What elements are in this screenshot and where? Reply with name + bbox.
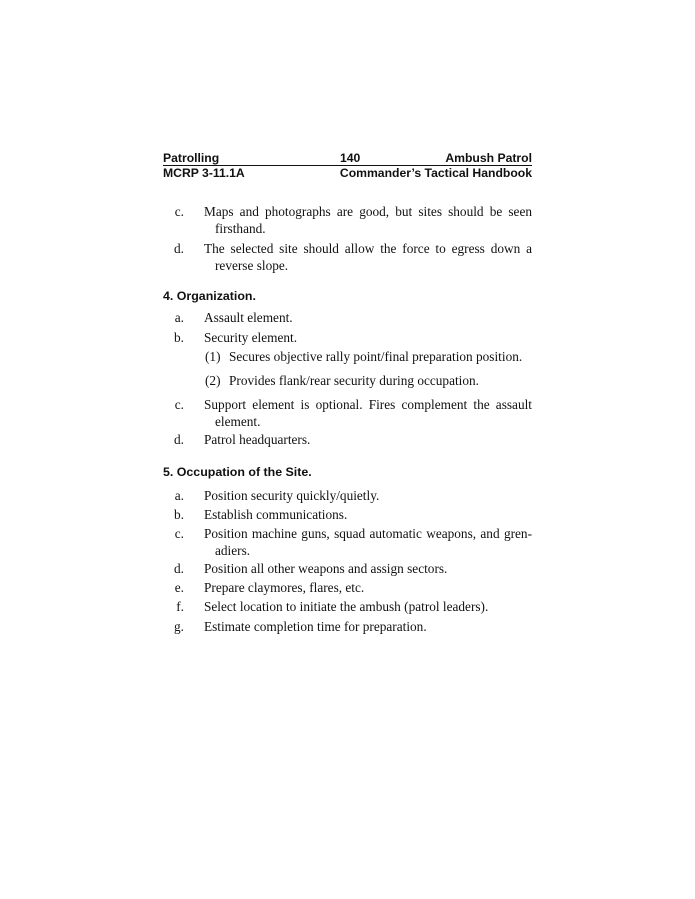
list-item <box>163 203 532 237</box>
list-item <box>163 525 532 559</box>
list-item <box>163 579 532 596</box>
list-item <box>163 240 532 274</box>
sub-list-text: Secures objective rally point/final preparation position. <box>229 349 523 364</box>
sub-list-marker: (2) <box>205 373 221 388</box>
list-marker: g. <box>174 619 184 634</box>
running-header-bottom <box>163 167 532 180</box>
sub-list-item <box>205 348 532 365</box>
sub-list-marker: (1) <box>205 349 221 364</box>
list-item <box>163 487 532 504</box>
list-text: Position security quickly/quietly. <box>204 488 380 503</box>
list-marker: c. <box>174 204 184 219</box>
list-text: Maps and photographs are good, but sites should be seen firsthand. <box>204 204 532 236</box>
list-marker: d. <box>174 561 184 576</box>
list-text: Prepare claymores, flares, etc. <box>204 580 365 595</box>
list-text: Position all other weapons and assign sectors. <box>204 561 448 576</box>
section-heading: 5. Occupation of the Site. <box>163 465 312 479</box>
running-header-top <box>163 152 532 166</box>
list-marker: b. <box>174 330 184 345</box>
list-marker: a. <box>174 488 184 503</box>
list-text: Estimate completion time for preparation. <box>204 619 427 634</box>
list-marker: e. <box>174 580 184 595</box>
header-publication: MCRP 3-11.1A <box>163 166 245 180</box>
header-page-number: 140 <box>340 151 361 165</box>
list-text: Security element. <box>204 330 298 345</box>
list-item <box>163 618 532 635</box>
list-text: The selected site should allow the force to egress down a reverse slope. <box>204 241 532 273</box>
list-text: Support element is optional. Fires complement the assault element. <box>204 397 532 429</box>
section-heading: 4. Organization. <box>163 289 256 303</box>
list-text: Patrol headquarters. <box>204 432 311 447</box>
list-marker: b. <box>174 507 184 522</box>
page <box>163 151 532 634</box>
list-item <box>163 560 532 577</box>
list-marker: c. <box>174 526 184 541</box>
list-marker: c. <box>174 397 184 412</box>
list-text: Assault element. <box>204 310 293 325</box>
sub-list-text: Provides flank/rear security during occupation. <box>229 373 479 388</box>
list-item <box>163 598 532 615</box>
list-marker: a. <box>174 310 184 325</box>
list-text: Position machine guns, squad automatic weapons, and gren-adiers. <box>204 526 532 558</box>
list-text: Establish communications. <box>204 507 348 522</box>
header-title: Commander’s Tactical Handbook <box>339 166 532 180</box>
list-item <box>163 309 532 326</box>
list-item <box>163 506 532 523</box>
sub-list-item <box>205 372 532 389</box>
list-marker: d. <box>174 432 184 447</box>
header-section: Ambush Patrol <box>445 151 532 165</box>
header-chapter: Patrolling <box>163 151 220 165</box>
list-item <box>163 396 532 430</box>
list-marker: f. <box>176 599 184 614</box>
list-item <box>163 431 532 448</box>
list-text: Select location to initiate the ambush (patrol leaders). <box>204 599 489 614</box>
list-item <box>163 329 532 346</box>
list-marker: d. <box>174 241 184 256</box>
